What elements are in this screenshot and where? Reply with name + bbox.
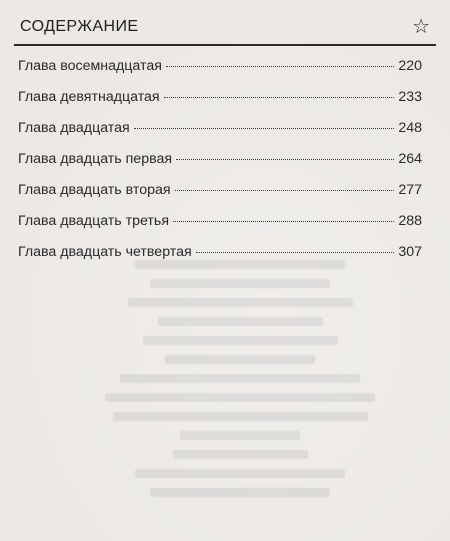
toc-entry[interactable] [18, 120, 422, 151]
toc-entry-label: Глава двадцать третья [18, 213, 170, 229]
dot-leader [176, 159, 394, 160]
reverse-side-show-through [90, 250, 390, 530]
toc-entry-page: 248 [398, 120, 422, 136]
toc-entry-label: Глава двадцать четвертая [18, 244, 192, 260]
toc-entry-page: 233 [398, 89, 422, 105]
toc-entry-page: 264 [398, 151, 422, 167]
page-header [14, 14, 436, 42]
toc-entry[interactable] [18, 244, 422, 275]
toc-entry-page: 220 [398, 58, 422, 74]
toc-entry[interactable] [18, 213, 422, 244]
toc-entry-page: 288 [398, 213, 422, 229]
dot-leader [175, 190, 395, 191]
toc-entry[interactable] [18, 58, 422, 89]
toc-entry-label: Глава девятнадцатая [18, 89, 160, 105]
toc-entry-page: 277 [398, 182, 422, 198]
toc-entry-page: 307 [398, 244, 422, 260]
dot-leader [173, 221, 394, 222]
dot-leader [196, 252, 395, 253]
toc-entry-label: Глава двадцатая [18, 120, 130, 136]
page-title: СОДЕРЖАНИЕ [20, 18, 139, 35]
dot-leader [164, 97, 395, 98]
toc-entry-label: Глава двадцать вторая [18, 182, 171, 198]
header-divider [14, 44, 436, 46]
toc-entry-label: Глава восемнадцатая [18, 58, 162, 74]
table-of-contents [18, 58, 422, 275]
toc-entry[interactable] [18, 151, 422, 182]
toc-entry[interactable] [18, 182, 422, 213]
star-icon: ☆ [412, 14, 430, 38]
toc-entry-label: Глава двадцать первая [18, 151, 173, 167]
dot-leader [134, 128, 395, 129]
toc-entry[interactable] [18, 89, 422, 120]
dot-leader [166, 66, 394, 67]
